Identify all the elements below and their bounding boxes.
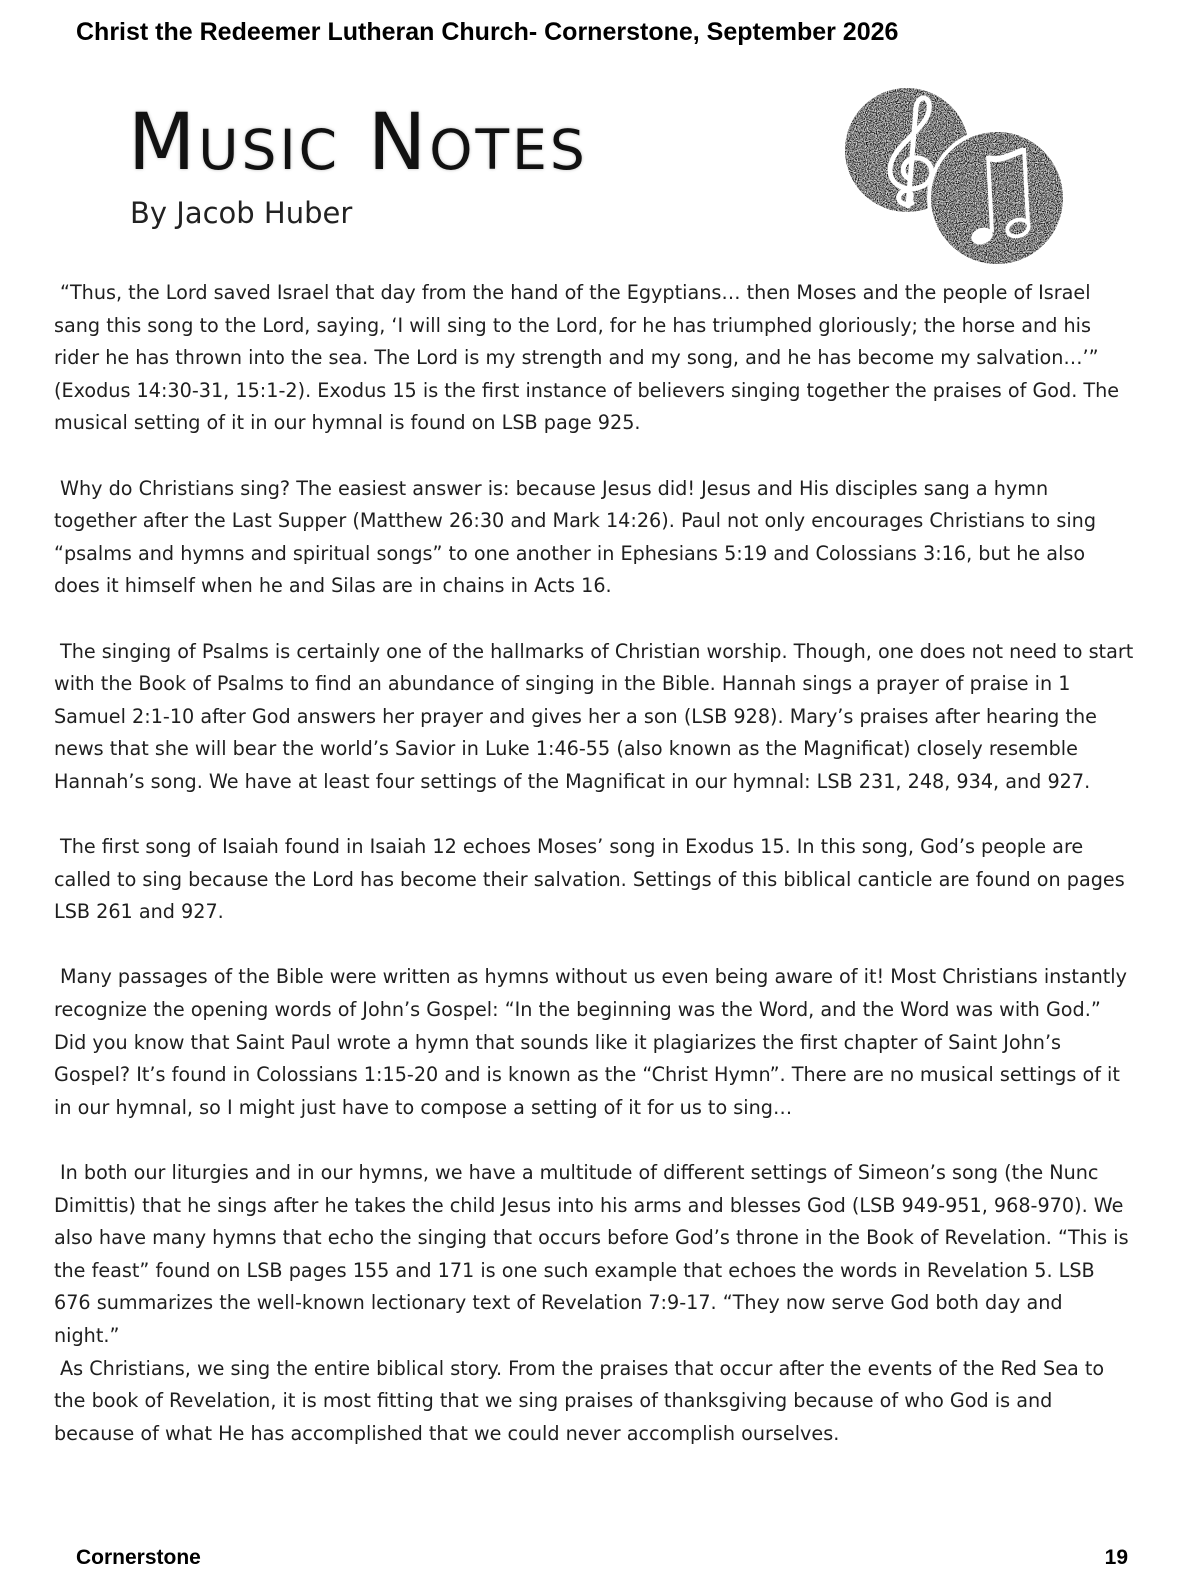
paragraph-hidden-hymns: Many passages of the Bible were written as hymns without us even being aware of it! Most Christians instantly recognize the opening words of John’s Gospel: “In the beginning was the Word, and the Word was with God.” Did you know that Saint Paul wrote a hymn that sounds like it plagiarizes the first chapter of Saint John’s Gospel? It’s found in Colossians 1:15-20 and is known as the “Christ Hymn”. There are no musical settings of it in our hymnal, so I might just have to compose a setting of it for us to sing…	[54, 965, 1127, 1119]
paragraph-simeon: In both our liturgies and in our hymns, we have a multitude of different settings of Simeon’s song (the Nunc Dimittis) that he sings after he takes the child Jesus into his arms and blesses God (LSB 949-951, 968-970). We also have many hymns that echo the singing that occurs before God’s throne in the Book of Revelation. “This is the feast” found on LSB pages 155 and 171 is one such example that echoes the words in Revelation 5. LSB 676 summarizes the well-known lectionary text of Revelation 7:9-17. “They now serve God both day and night.”	[54, 1161, 1129, 1347]
paragraph-isaiah: The first song of Isaiah found in Isaiah 12 echoes Moses’ song in Exodus 15. In this song, God’s people are called to sing because the Lord has become their salvation. Settings of this biblical canticle are found on pages LSB 261 and 927.	[54, 835, 1125, 924]
article-byline: By Jacob Huber	[130, 196, 353, 230]
footer-page-number: 19	[1104, 1546, 1128, 1569]
paragraph-conclusion: As Christians, we sing the entire biblical story. From the praises that occur after the events of the Red Sea to the book of Revelation, it is most fitting that we sing praises of thanksgiving because of who God is and because of what He has accomplished that we could never accomplish ourselves.	[54, 1356, 1105, 1445]
page-header: Christ the Redeemer Lutheran Church- Cornerstone, September 2026	[76, 18, 899, 46]
paragraph-psalms: The singing of Psalms is certainly one of the hallmarks of Christian worship. Though, one does not need to start with the Book of Psalms to find an abundance of singing in the Bible. Hannah sings a prayer of praise in 1 Samuel 2:1-10 after God answers her prayer and gives her a son (LSB 928). Mary’s praises after hearing the news that she will bear the world’s Savior in Luke 1:46-55 (also known as the Magnificat) closely resemble Hannah’s song. We have at least four settings of the Magnificat in our hymnal: LSB 231, 248, 934, and 927.	[54, 639, 1134, 793]
article-body	[54, 277, 1134, 1450]
paragraph-exodus: “Thus, the Lord saved Israel that day from the hand of the Egyptians… then Moses and the people of Israel sang this song to the Lord, saying, ‘I will sing to the Lord, for he has triumphed gloriously; the horse and his rider he has thrown into the sea. The Lord is my strength and my song, and he has become my salvation…’” (Exodus 14:30-31, 15:1-2). Exodus 15 is the first instance of believers singing together the praises of God. The musical setting of it in our hymnal is found on LSB page 925.	[54, 281, 1120, 435]
footer-publication: Cornerstone	[76, 1546, 201, 1569]
article-title: Music Notes	[128, 98, 588, 188]
treble-clef-and-eighth-notes-icon	[842, 78, 1072, 270]
paragraph-why-sing: Why do Christians sing? The easiest answer is: because Jesus did! Jesus and His disciples sang a hymn together after the Last Supper (Matthew 26:30 and Mark 14:26). Paul not only encourages Christians to sing “psalms and hymns and spiritual songs” to one another in Ephesians 5:19 and Colossians 3:16, but he also does it himself when he and Silas are in chains in Acts 16.	[54, 476, 1097, 598]
